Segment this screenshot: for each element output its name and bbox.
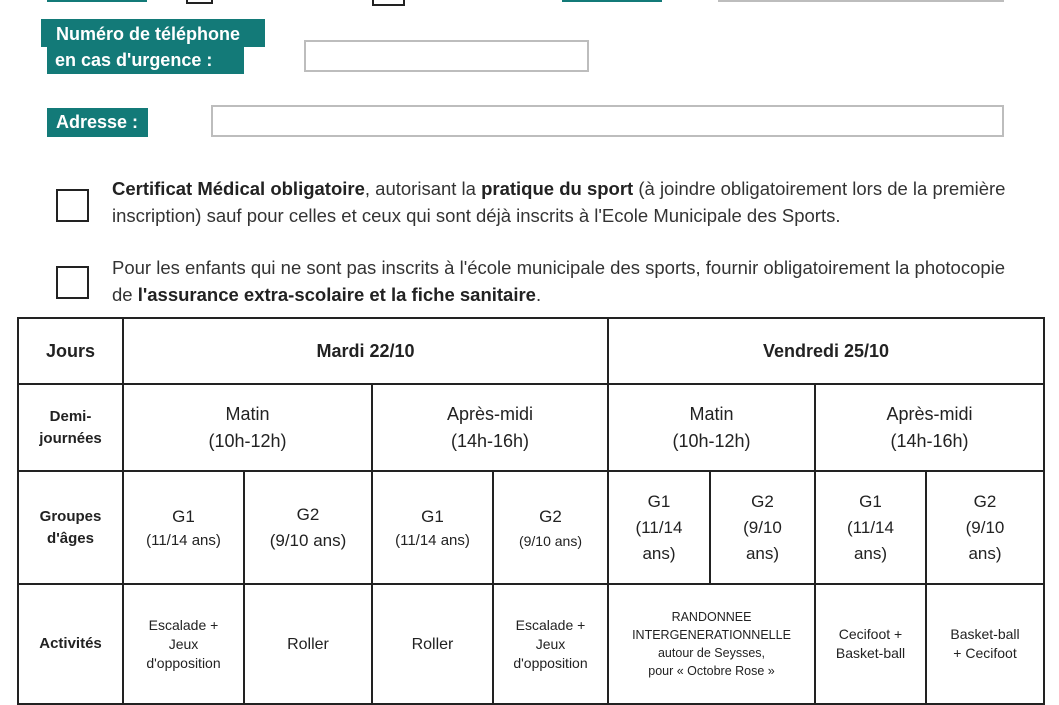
group-age: (11/14 ans) <box>395 531 470 549</box>
half-day-name: Après-midi <box>886 403 973 424</box>
group-age: (11/14 ans) <box>146 531 221 549</box>
group-cell <box>493 471 608 584</box>
group-cell <box>244 471 372 584</box>
group-name: G2 <box>539 506 562 526</box>
activity-line: Basket-ball <box>950 626 1020 642</box>
group-age-line2: ans) <box>853 543 888 563</box>
activity-line: RANDONNEE <box>671 610 752 624</box>
activity-cell <box>123 584 244 704</box>
group-name: G1 <box>859 491 882 511</box>
activity-cell <box>372 584 493 704</box>
half-day-cell <box>815 384 1044 471</box>
half-day-cell <box>123 384 372 471</box>
group-name: G1 <box>647 491 671 511</box>
activity-line: Escalade + <box>515 616 586 633</box>
address-input[interactable] <box>211 105 1004 137</box>
activity-cell <box>926 584 1044 704</box>
group-age-line2: ans) <box>642 543 676 563</box>
activity-line: Jeux <box>535 635 566 652</box>
schedule-table <box>17 317 1045 705</box>
activity-line: Basket-ball <box>835 645 906 661</box>
group-cell <box>926 471 1044 584</box>
group-name: G1 <box>421 506 444 526</box>
group-age-line1: (11/14 <box>635 517 683 537</box>
insurance-bold-1: l'assurance extra-scolaire et la fiche sanitaire <box>137 284 536 305</box>
group-cell <box>815 471 926 584</box>
half-day-name: Matin <box>689 403 734 424</box>
activity-line: Escalade + <box>148 616 219 633</box>
group-age: (9/10 ans) <box>518 532 583 549</box>
half-days-header-line2: journées <box>39 429 102 447</box>
activity-line: Roller <box>411 635 454 653</box>
activity-line: pour « Octobre Rose » <box>648 664 775 678</box>
certificate-bold-2: pratique du sport <box>481 178 634 199</box>
emergency-phone-label-line1: Numéro de téléphone <box>56 24 241 44</box>
half-days-row-header <box>18 384 123 471</box>
days-row-header-text: Jours <box>45 341 96 361</box>
group-name: G2 <box>751 491 774 511</box>
certificate-bold-1: Certificat Médical obligatoire <box>112 178 365 199</box>
half-day-cell <box>608 384 815 471</box>
top-label-remnant-1 <box>47 0 147 2</box>
half-days-header-line1: Demi- <box>49 407 92 425</box>
group-name: G2 <box>973 491 997 511</box>
certificate-text-1: , autorisant la <box>364 178 482 199</box>
half-day-name: Après-midi <box>446 403 534 424</box>
activity-line: Cecifoot + <box>838 626 903 642</box>
group-cell <box>710 471 815 584</box>
activity-cell <box>608 584 815 704</box>
activities-row-header <box>18 584 123 704</box>
age-groups-row <box>18 471 1044 584</box>
half-day-hours: (14h-16h) <box>450 430 530 451</box>
half-day-hours: (14h-16h) <box>890 430 969 451</box>
age-groups-header-line2: d'âges <box>47 529 94 547</box>
group-name: G2 <box>296 504 320 524</box>
group-cell <box>123 471 244 584</box>
days-row-header <box>18 318 123 384</box>
day-tuesday <box>123 318 608 384</box>
half-day-cell <box>372 384 608 471</box>
insurance-text-2: . <box>535 284 542 305</box>
activity-line: + Cecifoot <box>953 645 1017 661</box>
insurance-text-1: Pour les enfants qui ne sont pas inscrits à l'école municipale des sports, fournir obligatoirement la photocopie de <box>112 257 1006 305</box>
half-day-name: Matin <box>225 403 270 424</box>
top-checkbox-remnant <box>186 0 213 4</box>
address-label-text: Adresse : <box>56 112 139 132</box>
half-days-row <box>18 384 1044 471</box>
certificate-text-2: (à joindre obligatoirement lors de la première inscription) sauf pour celles et ceux qui sont déjà inscrits à l'Ecole Municipale des Sports. <box>112 178 1006 226</box>
activities-header-text: Activités <box>39 635 102 652</box>
group-age: (9/10 ans) <box>269 530 347 550</box>
insurance-note <box>112 254 1007 308</box>
emergency-phone-label-2 <box>47 47 244 74</box>
medical-certificate-note <box>112 175 1007 229</box>
activity-line: autour de Seysses, <box>657 646 765 660</box>
address-label <box>47 108 148 137</box>
insurance-checkbox[interactable] <box>56 266 89 299</box>
half-day-hours: (10h-12h) <box>208 430 287 451</box>
activity-line: Roller <box>287 635 329 653</box>
half-day-hours: (10h-12h) <box>672 430 751 451</box>
day-friday <box>608 318 1044 384</box>
group-name: G1 <box>172 506 195 526</box>
activity-line: Jeux <box>168 635 199 652</box>
activity-cell <box>493 584 608 704</box>
activity-line: d'opposition <box>513 654 588 671</box>
top-label-remnant-2 <box>562 0 662 2</box>
day-friday-label: Vendredi 25/10 <box>762 340 890 361</box>
activity-line: d'opposition <box>146 654 221 671</box>
group-age-line1: (9/10 <box>965 517 1005 537</box>
group-age-line1: (9/10 <box>743 517 782 537</box>
emergency-phone-label <box>41 19 265 47</box>
emergency-phone-input[interactable] <box>304 40 589 72</box>
group-age-line2: ans) <box>968 543 1002 563</box>
group-cell <box>372 471 493 584</box>
age-groups-header-line1: Groupes <box>39 507 102 525</box>
top-input-remnant <box>718 0 1004 2</box>
group-age-line1: (11/14 <box>847 517 894 537</box>
days-row <box>18 318 1044 384</box>
activity-cell <box>244 584 372 704</box>
medical-certificate-checkbox[interactable] <box>56 189 89 222</box>
group-age-line2: ans) <box>745 543 780 563</box>
group-cell <box>608 471 710 584</box>
emergency-phone-label-line2: en cas d'urgence : <box>55 50 213 70</box>
age-groups-row-header <box>18 471 123 584</box>
activity-cell <box>815 584 926 704</box>
activity-line: INTERGENERATIONNELLE <box>632 628 791 642</box>
top-checkbox-remnant-2 <box>372 0 405 6</box>
activities-row <box>18 584 1044 704</box>
day-tuesday-label: Mardi 22/10 <box>316 340 415 361</box>
